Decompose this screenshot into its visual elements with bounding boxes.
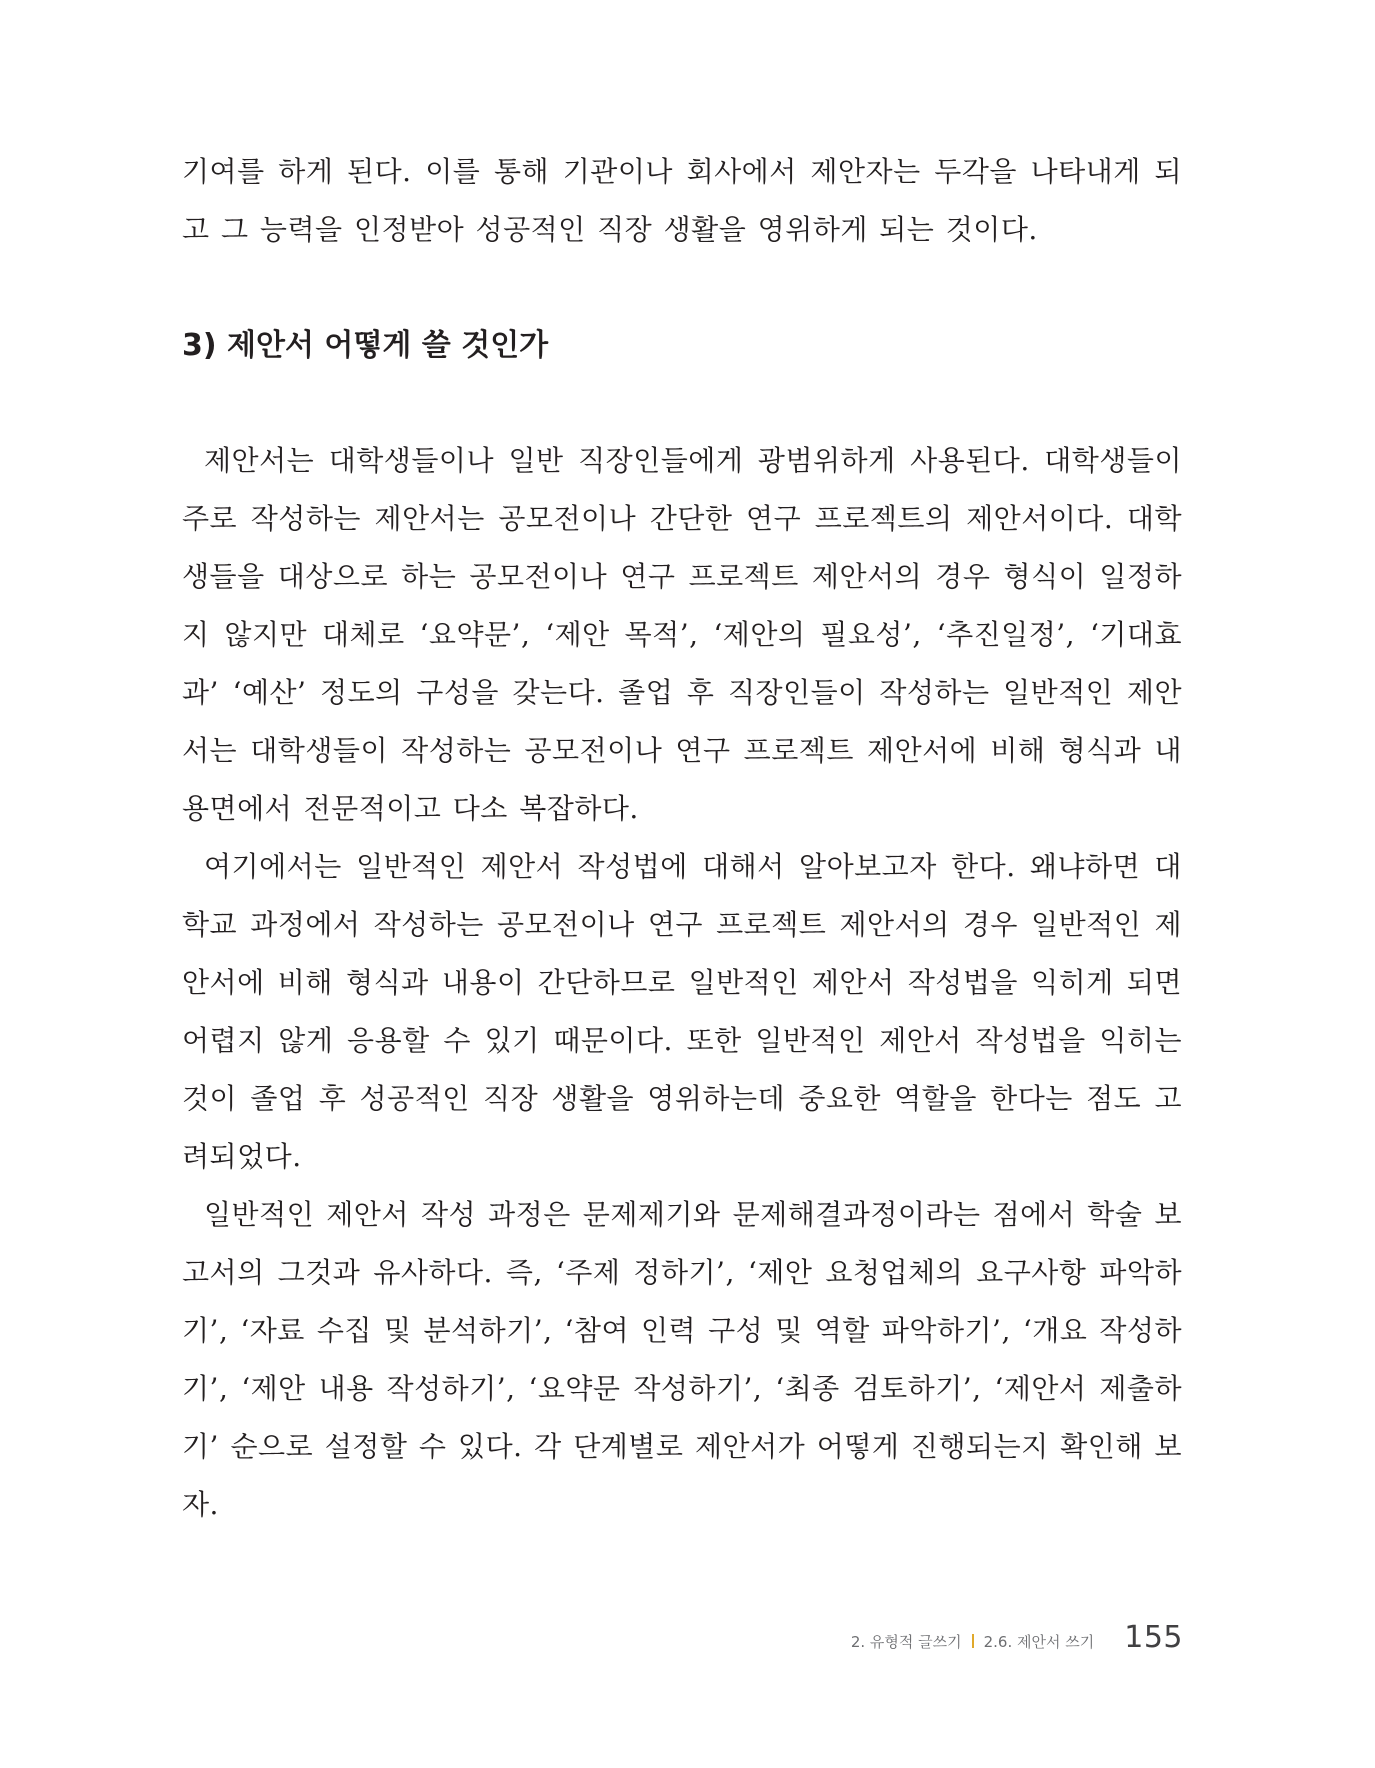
footer-divider (972, 1634, 974, 1648)
page-number: 155 (1124, 1620, 1183, 1655)
section-heading: 3) 제안서 어떻게 쓸 것인가 (182, 328, 549, 363)
paragraph-2: 여기에서는 일반적인 제안서 작성법에 대해서 알아보고자 한다. 왜냐하면 대학교 과정에서 작성하는 공모전이나 연구 프로젝트 제안서의 경우 일반적인 제안서에 비해 형식과 내용이 간단하므로 일반적인 제안서 작성법을 익히게 되면 어렵지 않게 응용할 수 있기 때문이다. 또한 일반적인 제안서 작성법을 익히는 것이 졸업 후 성공적인 직장 생활을 영위하는데 중요한 역할을 한다는 점도 고려되었다. (182, 850, 1182, 1173)
intro-paragraph: 기여를 하게 된다. 이를 통해 기관이나 회사에서 제안자는 두각을 나타내게 되고 그 능력을 인정받아 성공적인 직장 생활을 영위하게 되는 것이다. (182, 155, 1182, 246)
page-footer (851, 1620, 1183, 1655)
footer-section-title: 2.6. 제안서 쓰기 (983, 1633, 1095, 1651)
paragraph-1: 제안서는 대학생들이나 일반 직장인들에게 광범위하게 사용된다. 대학생들이 주로 작성하는 제안서는 공모전이나 간단한 연구 프로젝트의 제안서이다. 대학생들을 대상으로 하는 공모전이나 연구 프로젝트 제안서의 경우 형식이 일정하지 않지만 대체로 ‘요약문’, ‘제안 목적’, ‘제안의 필요성’, ‘추진일정’, ‘기대효과’ ‘예산’ 정도의 구성을 갖는다. 졸업 후 직장인들이 작성하는 일반적인 제안서는 대학생들이 작성하는 공모전이나 연구 프로젝트 제안서에 비해 형식과 내용면에서 전문적이고 다소 복잡하다. (182, 444, 1182, 825)
main-paragraphs (182, 432, 1182, 1534)
paragraph-3: 일반적인 제안서 작성 과정은 문제제기와 문제해결과정이라는 점에서 학술 보고서의 그것과 유사하다. 즉, ‘주제 정하기’, ‘제안 요청업체의 요구사항 파악하기’, ‘자료 수집 및 분석하기’, ‘참여 인력 구성 및 역할 파악하기’, ‘개요 작성하기’, ‘제안 내용 작성하기’, ‘요약문 작성하기’, ‘최종 검토하기’, ‘제안서 제출하기’ 순으로 설정할 수 있다. 각 단계별로 제안서가 어떻게 진행되는지 확인해 보자. (182, 1198, 1182, 1521)
intro-paragraph-block (182, 143, 1182, 259)
footer-chapter-title: 2. 유형적 글쓰기 (850, 1633, 962, 1651)
